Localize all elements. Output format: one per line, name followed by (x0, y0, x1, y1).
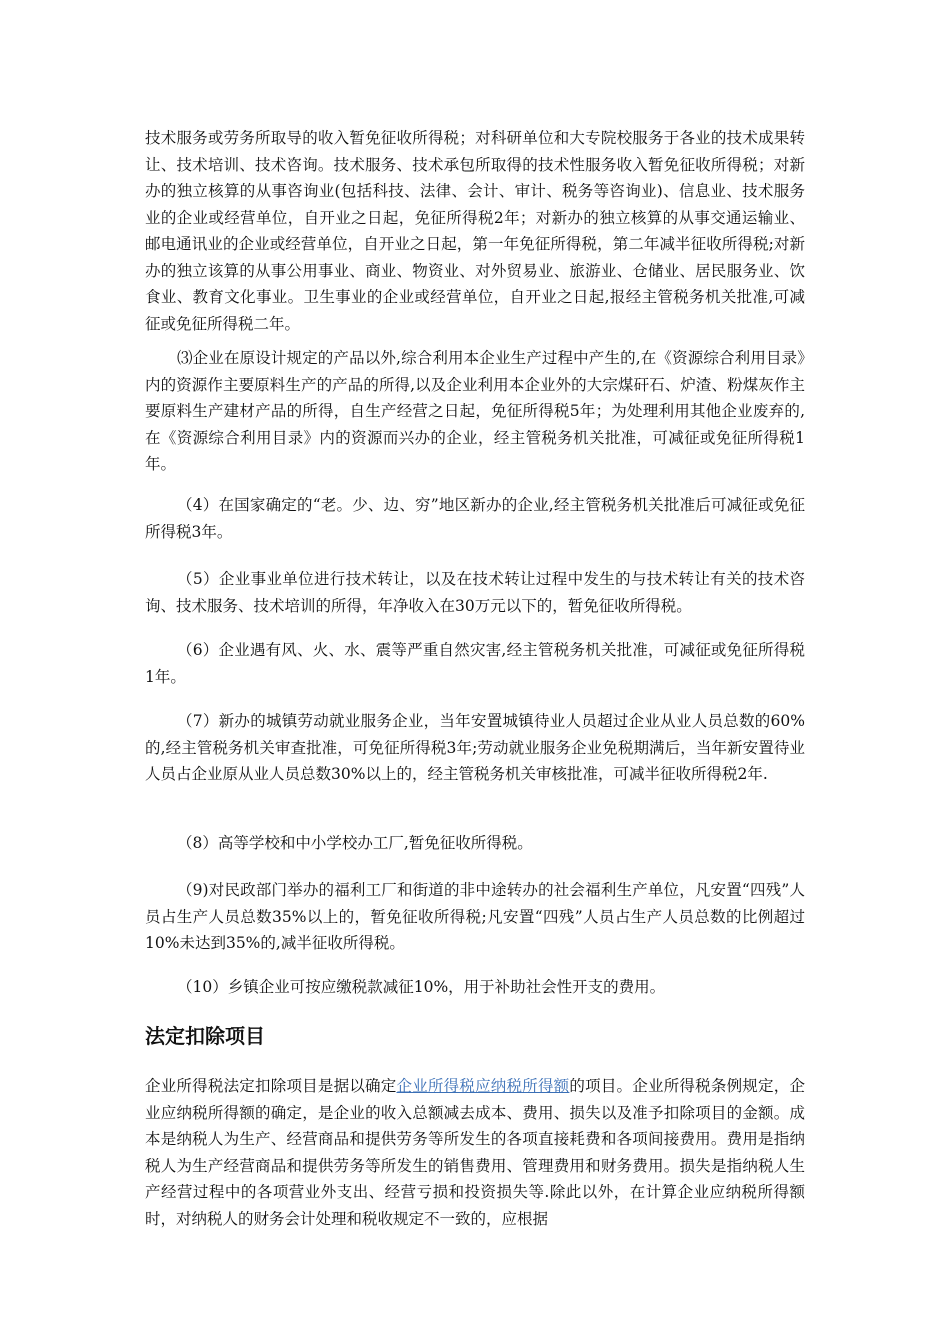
paragraph-text: （5）企业事业单位进行技术转让，以及在技术转让过程中发生的与技术转让有关的技术咨询、技术服务、技术培训的所得，年净收入在30万元以下的，暂免征收所得税。 (145, 570, 805, 615)
paragraph-text (145, 1073, 805, 1232)
paragraph-text: 技术服务或劳务所取导的收入暂免征收所得税；对科研单位和大专院校服务于各业的技术成果转让、技术培训、技术咨询。技术服务、技术承包所取得的技术性服务收入暂免征收所得税；对新办的独立核算的从事咨询业(包括科技、法律、会计、审计、税务等咨询业)、信息业、技术服务业的企业或经营单位，自开业之日起，免征所得税2年；对新办的独立核算的从事交通运输业、邮电通讯业的企业或经营单位，自开业之日起，第一年免征所得税，第二年减半征收所得税;对新办的独立该算的从事公用事业、商业、物资业、对外贸易业、旅游业、仓储业、居民服务业、饮食业、教育文化事业。卫生事业的企业或经营单位，自开业之日起,报经主管税务机关批准,可减征或免征所得税二年。 (145, 129, 805, 333)
paragraph-text: （8）高等学校和中小学校办工厂,暂免征收所得税。 (177, 834, 533, 852)
paragraph-item-9 (145, 877, 805, 957)
paragraph-text-before-link: 企业所得税法定扣除项目是据以确定 (145, 1077, 397, 1095)
paragraph-item-6 (145, 637, 805, 690)
paragraph-intro (145, 125, 805, 337)
section-heading: 法定扣除项目 (145, 1024, 265, 1048)
paragraph-text: （9)对民政部门举办的福利工厂和街道的非中途转办的社会福利生产单位，凡安置“四残”人员占生产人员总数35%以上的，暂免征收所得税;凡安置“四残”人员占生产人员总数的比例超过10%未达到35%的,减半征收所得税。 (145, 881, 805, 952)
paragraph-text: （6）企业遇有风、火、水、震等严重自然灾害,经主管税务机关批准，可减征或免征所得税1年。 (145, 641, 805, 686)
paragraph-item-3 (145, 345, 805, 478)
paragraph-text: （10）乡镇企业可按应缴税款减征10%，用于补助社会性开支的费用。 (177, 978, 666, 996)
paragraph-item-4 (145, 492, 805, 545)
section-paragraph (145, 1073, 805, 1232)
paragraph-text: ⑶企业在原设计规定的产品以外,综合利用本企业生产过程中产生的,在《资源综合利用目录》内的资源作主要原料生产的产品的所得,以及企业利用本企业外的大宗煤矸石、炉渣、粉煤灰作主要原料生产建材产品的所得，自生产经营之日起，免征所得税5年；为处理利用其他企业废弃的,在《资源综合利用目录》内的资源而兴办的企业，经主管税务机关批准，可减征或免征所得税1年。 (145, 349, 805, 473)
paragraph-text: （7）新办的城镇劳动就业服务企业，当年安置城镇待业人员超过企业从业人员总数的60%的,经主管税务机关审查批准，可免征所得税3年;劳动就业服务企业免税期满后，当年新安置待业人员占企业原从业人员总数30%以上的，经主管税务机关审核批准，可减半征收所得税2年. (145, 712, 805, 783)
paragraph-item-5 (145, 566, 805, 619)
paragraph-item-8 (145, 830, 805, 857)
paragraph-text: （4）在国家确定的“老。少、边、穷”地区新办的企业,经主管税务机关批准后可减征或免征所得税3年。 (145, 496, 805, 541)
tax-income-link[interactable]: 企业所得税应纳税所得额 (396, 1077, 570, 1095)
paragraph-item-10 (145, 974, 805, 1001)
paragraph-text-after-link: 的项目。企业所得税条例规定，企业应纳税所得额的确定，是企业的收入总额减去成本、费用、损失以及准予扣除项目的金额。成本是纳税人为生产、经营商品和提供劳务等所发生的各项直接耗费和各项间接费用。费用是指纳税人为生产经营商品和提供劳务等所发生的销售费用、管理费用和财务费用。损失是指纳税人生产经营过程中的各项营业外支出、经营亏损和投资损失等.除此以外，在计算企业应纳税所得额时，对纳税人的财务会计处理和税收规定不一致的，应根据 (145, 1077, 805, 1228)
paragraph-item-7 (145, 708, 805, 788)
